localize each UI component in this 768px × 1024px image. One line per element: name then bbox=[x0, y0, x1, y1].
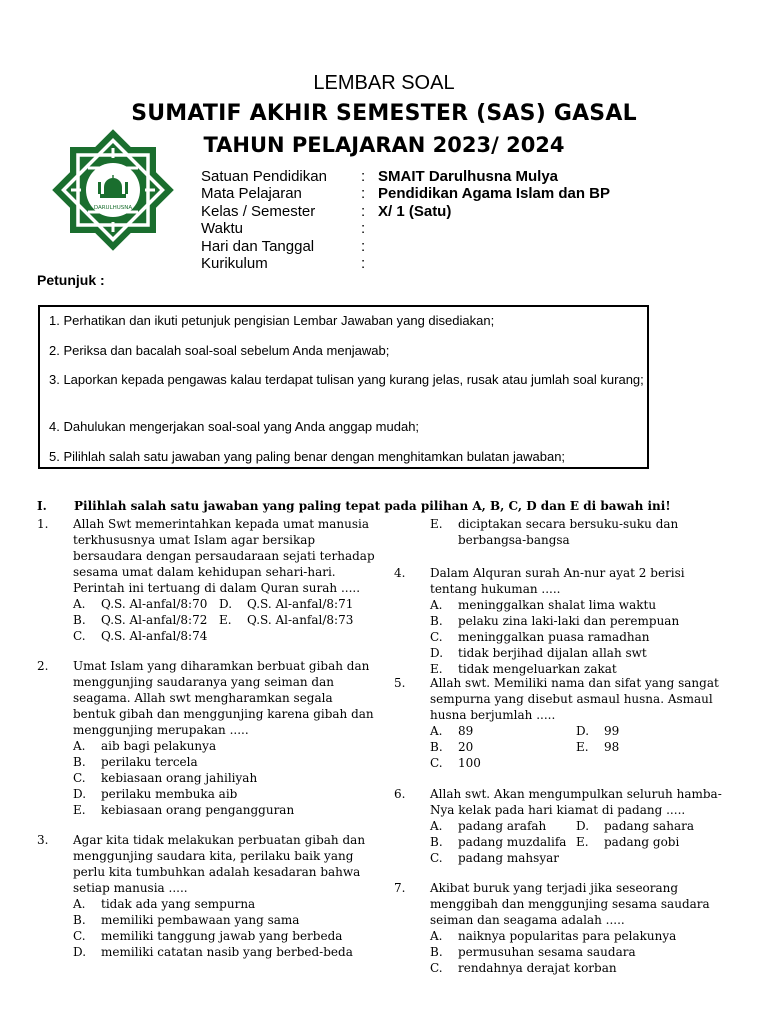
option-c bbox=[73, 928, 375, 944]
option-letter: E. bbox=[430, 662, 443, 676]
question-number: 7. bbox=[394, 881, 406, 895]
info-colon: : bbox=[361, 185, 366, 203]
exam-info-table bbox=[201, 168, 610, 272]
option-b bbox=[73, 754, 375, 770]
exam-title: SUMATIF AKHIR SEMESTER (SAS) GASAL bbox=[131, 101, 637, 126]
option-a bbox=[73, 896, 375, 912]
info-colon: : bbox=[361, 255, 366, 273]
question-7 bbox=[394, 880, 724, 976]
question-text: Dalam Alquran surah An-nur ayat 2 berisi tentang hukuman ..... bbox=[430, 566, 685, 596]
option-letter: B. bbox=[73, 913, 86, 927]
school-emblem-icon bbox=[48, 128, 178, 252]
option-letter: D. bbox=[576, 819, 590, 833]
instruction-item: 2. Periksa dan bacalah soal-soal sebelum Anda menjawab; bbox=[49, 343, 390, 358]
option-text: padang mahsyar bbox=[458, 851, 559, 865]
section-number: I. bbox=[37, 499, 47, 513]
option-letter: A. bbox=[73, 739, 86, 753]
option-text: memiliki catatan nasib yang berbed-beda bbox=[101, 945, 353, 959]
option-text: Q.S. Al-anfal/8:73 bbox=[247, 613, 354, 627]
option-row bbox=[73, 596, 375, 612]
option-letter: B. bbox=[430, 945, 443, 959]
question-text: Agar kita tidak melakukan perbuatan gibah dan menggunjing saudara kita, perilaku baik yang perlu kita tumbuhkan adalah kesadaran bahwa setiap manusia ..... bbox=[73, 833, 366, 895]
option-c bbox=[430, 629, 724, 645]
option-text: tidak berjihad dijalan allah swt bbox=[458, 646, 647, 660]
option-text: Q.S. Al-anfal/8:71 bbox=[247, 597, 354, 611]
option-letter: A. bbox=[430, 724, 443, 738]
info-row-satuan bbox=[201, 168, 610, 185]
info-key: Kelas / Semester bbox=[201, 202, 316, 220]
option-a bbox=[430, 597, 724, 613]
info-row-kelas bbox=[201, 203, 610, 220]
info-key: Satuan Pendidikan bbox=[201, 168, 327, 185]
instruction-item: 5. Pilihlah salah satu jawaban yang paling benar dengan menghitamkan bulatan jawaban; bbox=[49, 449, 566, 464]
option-letter: A. bbox=[430, 929, 443, 943]
question-4 bbox=[394, 565, 724, 677]
option-letter: B. bbox=[73, 613, 86, 627]
question-number: 2. bbox=[37, 659, 49, 673]
question-1 bbox=[37, 516, 375, 644]
info-colon: : bbox=[361, 220, 366, 238]
info-value: SMAIT Darulhusna Mulya bbox=[378, 168, 559, 185]
option-row bbox=[73, 628, 375, 644]
option-d bbox=[73, 786, 375, 802]
option-row bbox=[430, 739, 724, 755]
option-row bbox=[430, 850, 724, 866]
option-text: padang arafah bbox=[458, 819, 547, 833]
option-letter: E. bbox=[576, 835, 589, 849]
option-row bbox=[430, 834, 724, 850]
option-text: 100 bbox=[458, 756, 481, 770]
option-text: permusuhan sesama saudara bbox=[458, 945, 636, 959]
info-row-mapel bbox=[201, 185, 610, 202]
option-letter: B. bbox=[430, 835, 443, 849]
question-text: Allah Swt memerintahkan kepada umat manusia terkhususnya umat Islam agar bersikap bersaudara dengan persaudaraan sejati terhadap sesama umat dalam kehidupan sehari-hari. Perintah ini tertuang di dalam Quran surah ..... bbox=[73, 517, 375, 595]
logo-caption: DARULHUSNA bbox=[93, 205, 133, 211]
option-letter: C. bbox=[73, 771, 86, 785]
option-c bbox=[430, 960, 724, 976]
option-text: Q.S. Al-anfal/8:74 bbox=[101, 629, 208, 643]
question-6 bbox=[394, 786, 724, 866]
option-letter: B. bbox=[430, 740, 443, 754]
option-letter: C. bbox=[430, 961, 443, 975]
option-letter: A. bbox=[73, 897, 86, 911]
option-letter: E. bbox=[576, 740, 589, 754]
option-letter: C. bbox=[430, 630, 443, 644]
instructions-heading: Petunjuk : bbox=[37, 272, 105, 288]
option-letter: C. bbox=[430, 851, 443, 865]
option-text: tidak mengeluarkan zakat bbox=[458, 662, 617, 676]
option-letter: E. bbox=[430, 517, 443, 531]
option-text: memiliki tanggung jawab yang berbeda bbox=[101, 929, 343, 943]
info-colon: : bbox=[361, 237, 366, 255]
question-number: 5. bbox=[394, 676, 406, 690]
section-text: Pilihlah salah satu jawaban yang paling tepat pada pilihan A, B, C, D dan E di bawah ini! bbox=[74, 499, 671, 513]
option-b bbox=[430, 944, 724, 960]
option-letter: A. bbox=[73, 597, 86, 611]
doc-title: LEMBAR SOAL bbox=[313, 72, 455, 94]
question-2 bbox=[37, 658, 375, 818]
option-text: Q.S. Al-anfal/8:70 bbox=[101, 597, 208, 611]
option-text: Q.S. Al-anfal/8:72 bbox=[101, 613, 208, 627]
option-text: naiknya popularitas para pelakunya bbox=[458, 929, 677, 943]
info-key: Kurikulum bbox=[201, 255, 268, 273]
info-key: Mata Pelajaran bbox=[201, 185, 302, 203]
option-text: padang gobi bbox=[604, 835, 680, 849]
instruction-item: 1. Perhatikan dan ikuti petunjuk pengisian Lembar Jawaban yang disediakan; bbox=[49, 313, 495, 328]
option-text: tidak ada yang sempurna bbox=[101, 897, 256, 911]
option-text: rendahnya derajat korban bbox=[458, 961, 617, 975]
option-text: 89 bbox=[458, 724, 474, 738]
option-text: meninggalkan shalat lima waktu bbox=[458, 598, 657, 612]
option-c bbox=[73, 770, 375, 786]
option-text: pelaku zina laki-laki dan perempuan bbox=[458, 614, 680, 628]
info-row-hari bbox=[201, 238, 610, 255]
question-3 bbox=[37, 832, 375, 960]
question-number: 1. bbox=[37, 517, 49, 531]
instruction-item: 3. Laporkan kepada pengawas kalau terdapat tulisan yang kurang jelas, rusak atau jumlah soal kurang; bbox=[49, 372, 644, 387]
section-heading bbox=[37, 499, 671, 513]
info-key: Hari dan Tanggal bbox=[201, 237, 315, 255]
option-d bbox=[73, 944, 375, 960]
question-number: 3. bbox=[37, 833, 49, 847]
option-a bbox=[73, 738, 375, 754]
option-letter: D. bbox=[430, 646, 444, 660]
question-text: Akibat buruk yang terjadi jika seseorang menggibah dan menggunjing sesama saudara seiman dan seagama adalah ..... bbox=[430, 881, 710, 927]
question-text: Allah swt. Memiliki nama dan sifat yang sangat sempurna yang disebut asmaul husna. Asmaul husna berjumlah ..... bbox=[430, 676, 719, 722]
option-a bbox=[430, 928, 724, 944]
option-letter: D. bbox=[73, 945, 87, 959]
option-letter: B. bbox=[430, 614, 443, 628]
option-letter: E. bbox=[219, 613, 232, 627]
option-text: kebiasaan orang jahiliyah bbox=[101, 771, 258, 785]
option-text: padang sahara bbox=[604, 819, 694, 833]
option-row bbox=[430, 723, 724, 739]
option-text: 99 bbox=[604, 724, 620, 738]
option-letter: B. bbox=[73, 755, 86, 769]
info-key: Waktu bbox=[201, 220, 243, 238]
option-letter: C. bbox=[430, 756, 443, 770]
option-text: kebiasaan orang pengangguran bbox=[101, 803, 295, 817]
question-text: Allah swt. Akan mengumpulkan seluruh hamba-Nya kelak pada hari kiamat di padang ..... bbox=[430, 787, 722, 817]
option-letter: D. bbox=[73, 787, 87, 801]
question-number: 4. bbox=[394, 566, 406, 580]
option-text: aib bagi pelakunya bbox=[101, 739, 217, 753]
option-b bbox=[73, 912, 375, 928]
option-letter: A. bbox=[430, 819, 443, 833]
option-letter: C. bbox=[73, 629, 86, 643]
option-letter: C. bbox=[73, 929, 86, 943]
option-text: perilaku membuka aib bbox=[101, 787, 238, 801]
option-d bbox=[430, 645, 724, 661]
question-5 bbox=[394, 675, 724, 771]
option-text: perilaku tercela bbox=[101, 755, 198, 769]
info-value: X/ 1 (Satu) bbox=[378, 202, 452, 220]
option-text: 20 bbox=[458, 740, 474, 754]
option-row bbox=[430, 818, 724, 834]
info-row-waktu bbox=[201, 220, 610, 237]
option-letter: D. bbox=[219, 597, 233, 611]
option-text: padang muzdalifa bbox=[458, 835, 567, 849]
option-letter: A. bbox=[430, 598, 443, 612]
question-3-option-e bbox=[430, 516, 720, 548]
option-letter: D. bbox=[576, 724, 590, 738]
question-text: Umat Islam yang diharamkan berbuat gibah dan menggunjing saudaranya yang seiman dan seagama. Allah swt mengharamkan segala bentuk gibah dan menggunjing karena gibah dan menggunjing merupakan ..... bbox=[73, 659, 374, 737]
info-value: Pendidikan Agama Islam dan BP bbox=[378, 185, 611, 203]
option-text: memiliki pembawaan yang sama bbox=[101, 913, 300, 927]
instructions-box bbox=[38, 305, 649, 469]
info-colon: : bbox=[361, 168, 366, 185]
academic-year: TAHUN PELAJARAN 2023/ 2024 bbox=[203, 133, 565, 157]
info-colon: : bbox=[361, 202, 366, 220]
option-e bbox=[73, 802, 375, 818]
option-letter: E. bbox=[73, 803, 86, 817]
option-text: 98 bbox=[604, 740, 620, 754]
option-text: diciptakan secara bersuku-suku dan berbangsa-bangsa bbox=[458, 517, 679, 547]
option-row bbox=[73, 612, 375, 628]
option-b bbox=[430, 613, 724, 629]
question-number: 6. bbox=[394, 787, 406, 801]
instruction-item: 4. Dahulukan mengerjakan soal-soal yang Anda anggap mudah; bbox=[49, 419, 420, 434]
info-row-kurikulum bbox=[201, 255, 610, 272]
option-text: meninggalkan puasa ramadhan bbox=[458, 630, 650, 644]
option-row bbox=[430, 755, 724, 771]
